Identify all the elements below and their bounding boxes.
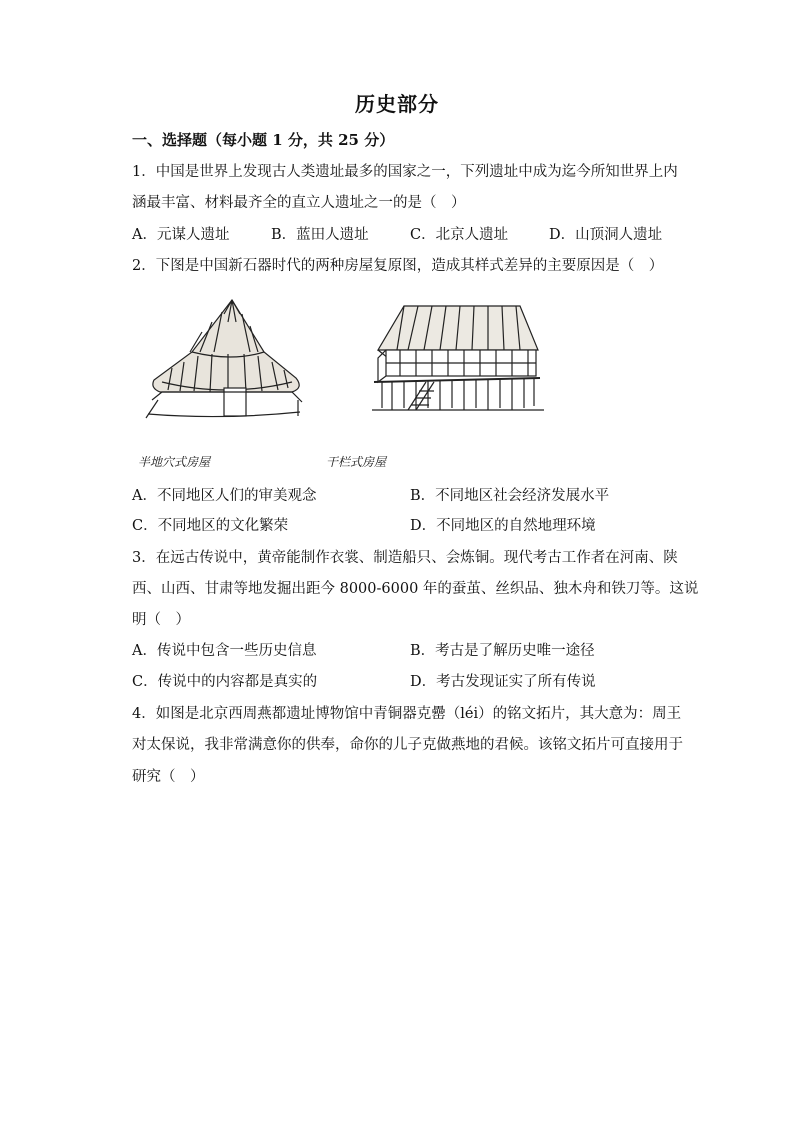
q1-line-2: 涵最丰富、材料最齐全的直立人遗址之一的是（ ） — [132, 195, 466, 211]
q3-option-a: A．传说中包含一些历史信息 — [132, 643, 317, 659]
q3-line-2: 西、山西、甘肃等地发掘出距今 8000-6000 年的蚕茧、丝织品、独木舟和铁刀等。这说 — [132, 581, 699, 597]
q1-option-a: A．元谋人遗址 — [132, 227, 230, 243]
page-title: 历史部分 — [355, 92, 439, 116]
q4-line-1: 4．如图是北京西周燕都遗址博物馆中青铜器克罍（léi）的铭文拓片，其大意为：周王 — [132, 706, 682, 722]
q2-option-b: B．不同地区社会经济发展水平 — [410, 488, 610, 504]
q3-line-1: 3．在远古传说中，黄帝能制作衣裳、制造船只、会炼铜。现代考古工作者在河南、陕 — [132, 550, 678, 566]
q4-line-2: 对太保说，我非常满意你的供奉，命你的儿子克做燕地的君候。该铭文拓片可直接用于 — [132, 737, 683, 753]
section-heading: 一、选择题（每小题 1 分，共 25 分） — [132, 131, 395, 149]
q3-option-c: C．传说中的内容都是真实的 — [132, 674, 318, 690]
q3-option-b: B．考古是了解历史唯一途径 — [410, 643, 595, 659]
caption-stilt-house: 干栏式房屋 — [326, 455, 387, 469]
q1-option-b: B．蓝田人遗址 — [271, 227, 369, 243]
q3-option-d: D．考古发现证实了所有传说 — [410, 674, 596, 690]
q2-line-1: 2．下图是中国新石器时代的两种房屋复原图，造成其样式差异的主要原因是（ ） — [132, 258, 664, 274]
semi-subterranean-house-image — [132, 292, 312, 432]
q4-line-3: 研究（ ） — [132, 769, 205, 785]
q2-option-d: D．不同地区的自然地理环境 — [410, 518, 596, 534]
q1-option-c: C．北京人遗址 — [410, 227, 509, 243]
q2-option-c: C．不同地区的文化繁荣 — [132, 518, 289, 534]
q1-option-d: D．山顶洞人遗址 — [549, 227, 663, 243]
stilt-house-image — [368, 298, 548, 414]
q3-line-3: 明（ ） — [132, 612, 190, 628]
q2-option-a: A．不同地区人们的审美观念 — [132, 488, 317, 504]
caption-semi-subterranean-house: 半地穴式房屋 — [138, 455, 211, 469]
q1-line-1: 1．中国是世界上发现古人类遗址最多的国家之一，下列遗址中成为迄今所知世界上内 — [132, 164, 678, 180]
